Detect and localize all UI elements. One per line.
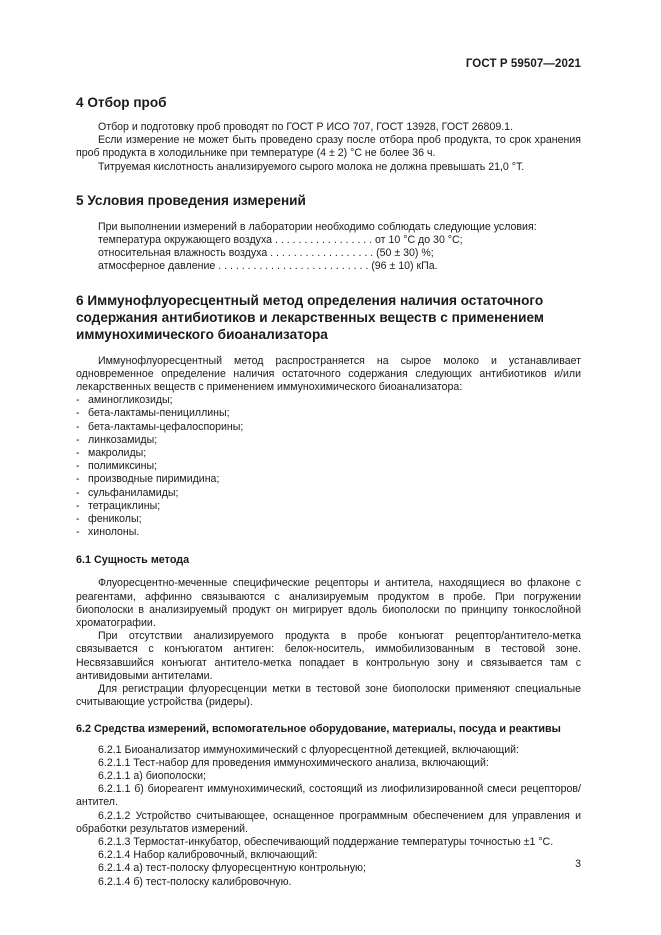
subsection-6-2-heading: 6.2 Средства измерений, вспомогательное оборудование, материалы, посуда и реактивы [76, 722, 561, 735]
clause-item: 6.2.1.1 б) биореагент иммунохимический, состоящий из лиофилизированной смеси рецепторов/антител. [76, 783, 581, 809]
subsection-6-1-paragraph: При отсутствии анализируемого продукта в пробе конъюгат рецептор/антитело-метка связывается с конъюгатом антиген: белок-носитель, иммобилизованным в тестовой зоне. Несвязавшийся конъюгат антитело-метка попадает в контрольную зону и связывается там с антивидовыми антителами. [76, 630, 581, 682]
standard-designation: ГОСТ Р 59507—2021 [465, 58, 581, 70]
section-4-paragraph: Если измерение не может быть проведено сразу после отбора проб продукта, то срок хранения проб продукта в холодильнике при температуре (4 ± 2) °С не более 36 ч. [76, 134, 581, 160]
list-item: - фениколы; [76, 513, 142, 526]
clause-item: 6.2.1 Биоанализатор иммунохимический с флуоресцентной детекцией, включающий: [98, 743, 520, 756]
clause-item: 6.2.1.3 Термостат-инкубатор, обеспечивающий поддержание температуры точностью ±1 °С. [98, 835, 554, 848]
clause-item: 6.2.1.2 Устройство считывающее, оснащенное программным обеспечением для управления и обработки результатов измерений. [76, 809, 581, 835]
antibiotic-list [76, 394, 581, 539]
section-6-body [76, 355, 581, 540]
clause-item: 6.2.1.4 Набор калибровочный, включающий: [98, 849, 318, 862]
section-6-intro: Иммунофлуоресцентный метод распространяется на сырое молоко и устанавливает одновременное определение наличия остаточного содержания следующих антибиотиков и/или лекарственных веществ с применением иммунохимического биоанализатора: [76, 354, 581, 394]
list-item: - хинолоны. [76, 526, 140, 539]
list-item: - линкозамиды; [76, 433, 158, 446]
list-item: - аминогликозиды; [76, 394, 173, 407]
subsection-6-1-body [76, 577, 581, 709]
clause-item: 6.2.1.1 а) биополоски; [98, 769, 206, 782]
section-4-body [76, 121, 581, 174]
subsection-6-1-heading: 6.1 Сущность метода [76, 554, 190, 567]
subsection-6-2-body [76, 744, 581, 889]
section-6-heading: 6 Иммунофлуоресцентный метод определения наличия остаточного содержания антибиотиков и лекарственных веществ с применением иммунохимического биоанализатора [76, 292, 544, 342]
section-5-heading: 5 Условия проведения измерений [76, 192, 306, 208]
list-item: - тетрациклины; [76, 499, 161, 512]
list-item: - сульфаниламиды; [76, 486, 179, 499]
clause-item: 6.2.1.4 б) тест-полоску калибровочную. [98, 875, 292, 888]
section-4-paragraph: Отбор и подготовку проб проводят по ГОСТ Р ИСО 707, ГОСТ 13928, ГОСТ 26809.1. [98, 121, 514, 133]
page-number: 3 [575, 858, 581, 870]
condition-pressure: атмосферное давление . . . . . . . . . . . . . . . . . . . . . . . . . . (96 ± 10) кПа. [98, 260, 438, 273]
list-item: - полимиксины; [76, 460, 158, 473]
list-item: - производные пиримидина; [76, 473, 220, 486]
clause-item: 6.2.1.1 Тест-набор для проведения иммунохимического анализа, включающий: [98, 756, 489, 769]
section-5-intro: При выполнении измерений в лаборатории необходимо соблюдать следующие условия: [98, 220, 537, 233]
section-5-body [76, 221, 581, 274]
condition-temperature: температура окружающего воздуха . . . . . . . . . . . . . . . . . от 10 °С до 30 °С; [98, 234, 463, 247]
subsection-6-1-paragraph: Для регистрации флуоресценции метки в тестовой зоне биополоски применяют специальные считывающие устройства (ридеры). [76, 683, 581, 709]
clause-item: 6.2.1.4 а) тест-полоску флуоресцентную контрольную; [98, 862, 366, 875]
list-item: - бета-лактамы-пенициллины; [76, 407, 230, 420]
condition-humidity: относительная влажность воздуха . . . . . . . . . . . . . . . . . . (50 ± 30) %; [98, 247, 434, 260]
list-item: - макролиды; [76, 447, 147, 460]
list-item: - бета-лактамы-цефалоспорины; [76, 420, 244, 433]
subsection-6-1-paragraph: Флуоресцентно-меченные специфические рецепторы и антитела, находящиеся во флаконе с реагентами, аффинно связываются с анализируемым продуктом в пробе. При погружении биополоски в анализируемый продукт он мигрирует вдоль биополоски по принципу тонкослойной хроматографии. [76, 577, 581, 630]
section-4-heading: 4 Отбор проб [76, 95, 167, 110]
page-content [76, 90, 581, 889]
section-4-paragraph: Титруемая кислотность анализируемого сырого молока не должна превышать 21,0 °Т. [98, 160, 525, 173]
